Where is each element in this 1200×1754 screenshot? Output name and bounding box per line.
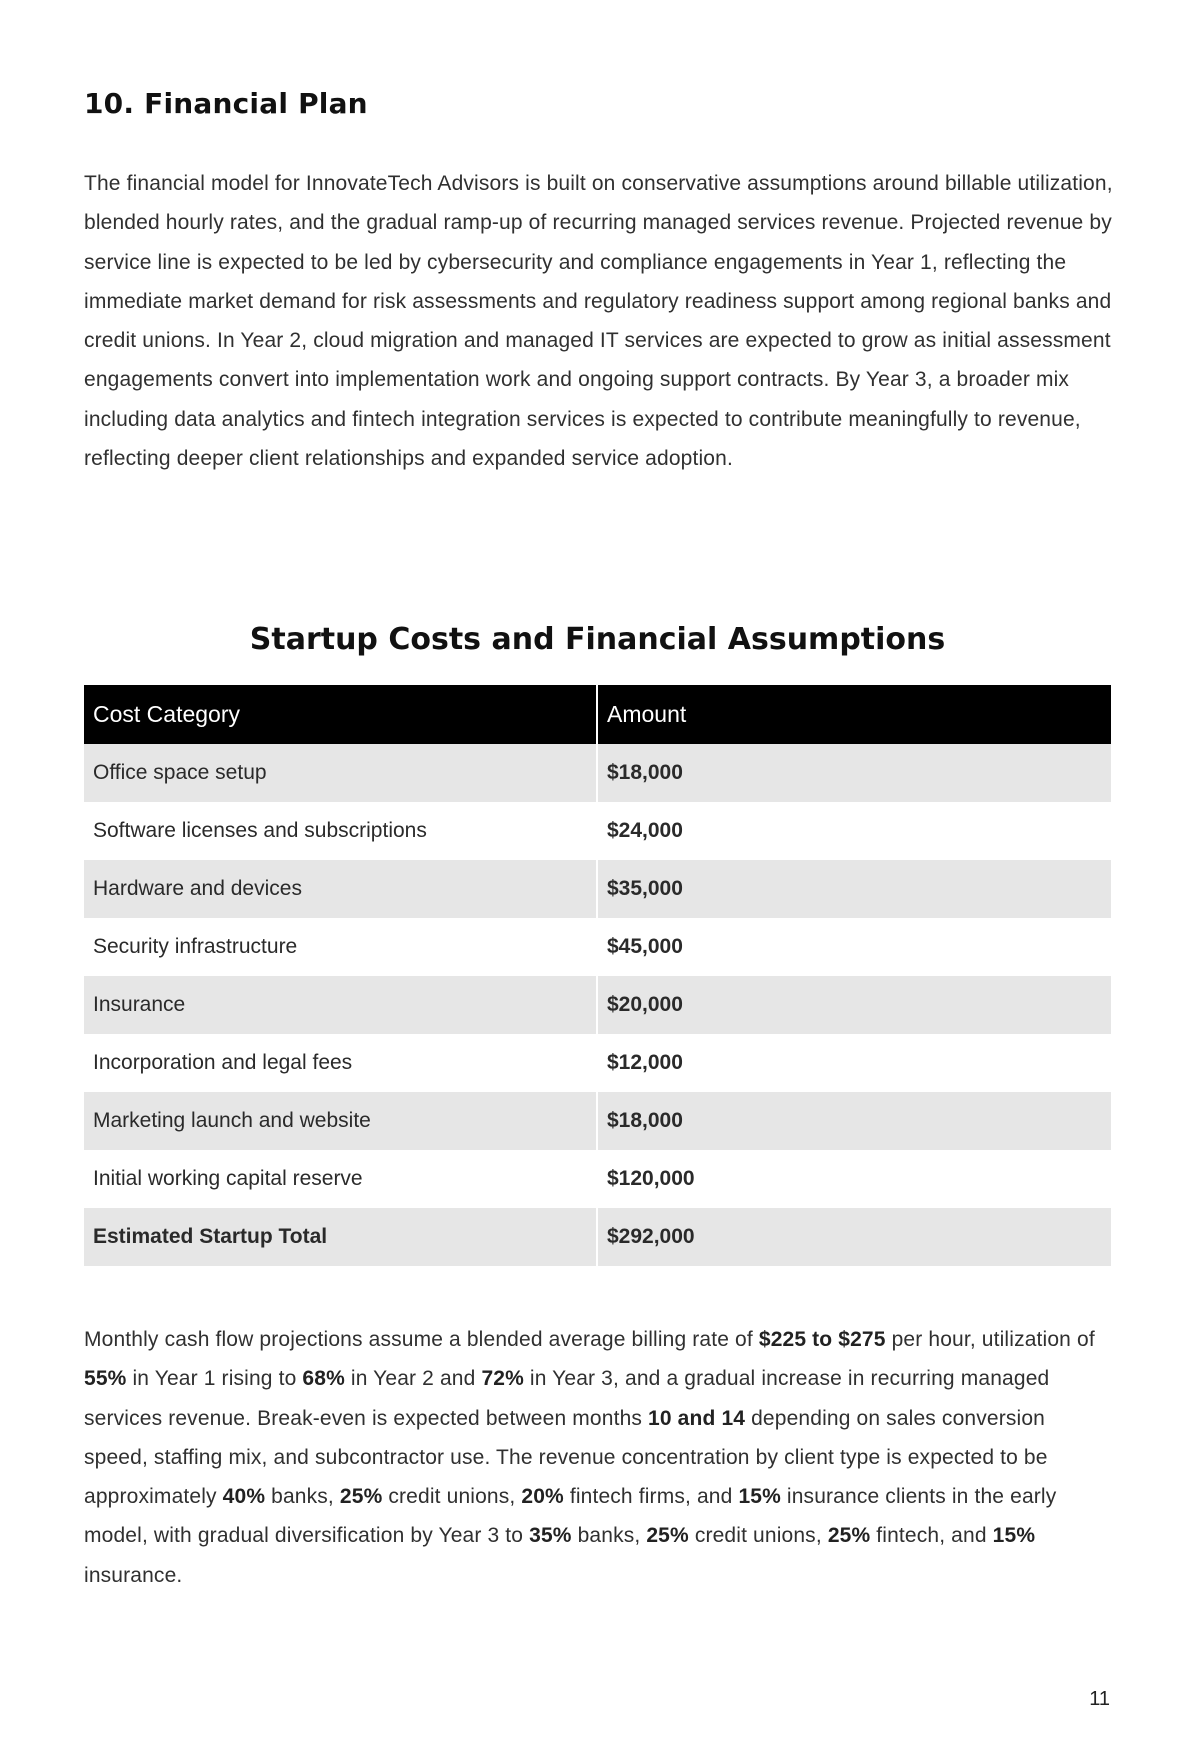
cost-category-cell: Hardware and devices bbox=[84, 860, 597, 918]
fintech-year3-share: 25% bbox=[827, 1524, 871, 1548]
header-amount: Amount bbox=[597, 685, 1111, 744]
cost-category-cell: Office space setup bbox=[84, 744, 597, 802]
paragraph-text: insurance clients in the early model, with gradual diversification by Year 3 to bbox=[84, 1485, 1057, 1548]
paragraph-text: insurance. bbox=[84, 1563, 183, 1587]
table-row bbox=[84, 918, 1111, 976]
credit-unions-year3-share: 25% bbox=[646, 1524, 689, 1548]
cost-category-cell: Security infrastructure bbox=[84, 918, 597, 976]
amount-cell: $18,000 bbox=[597, 744, 1111, 802]
table-row bbox=[84, 1150, 1111, 1208]
table-total-row bbox=[84, 1208, 1111, 1266]
paragraph-text: in Year 1 rising to bbox=[126, 1367, 303, 1391]
credit-unions-early-share: 25% bbox=[339, 1485, 383, 1509]
paragraph-text: banks, bbox=[571, 1524, 647, 1548]
banks-year3-share: 35% bbox=[529, 1524, 572, 1548]
table-row bbox=[84, 1034, 1111, 1092]
cost-category-cell: Incorporation and legal fees bbox=[84, 1034, 597, 1092]
amount-cell: $35,000 bbox=[597, 860, 1111, 918]
paragraph-text: fintech firms, and bbox=[563, 1485, 739, 1509]
table-header-row bbox=[84, 685, 1111, 744]
section-title: 10. Financial Plan bbox=[84, 87, 368, 120]
total-label-cell: Estimated Startup Total bbox=[84, 1208, 597, 1266]
table-row bbox=[84, 744, 1111, 802]
paragraph-text: per hour, utilization of bbox=[885, 1328, 1095, 1351]
paragraph-text: in Year 3, and a gradual increase in recurring managed services revenue. Break-even is expected between months bbox=[84, 1367, 1050, 1430]
utilization-year1-value: 55% bbox=[84, 1367, 127, 1391]
cost-category-cell: Insurance bbox=[84, 976, 597, 1034]
amount-cell: $24,000 bbox=[607, 819, 683, 842]
fintech-early-share: 20% bbox=[521, 1485, 564, 1509]
paragraph-text: credit unions, bbox=[382, 1485, 522, 1509]
table-row bbox=[84, 976, 1111, 1034]
paragraph-text: in Year 2 and bbox=[344, 1367, 482, 1391]
billing-rate-value: $225 to $275 bbox=[758, 1328, 886, 1351]
intro-paragraph: The financial model for InnovateTech Advisors is built on conservative assumptions around billable utilization, blended hourly rates, and the gradual ramp-up of recurring managed services revenue. Projected revenue by service line is expected to be led by cybersecurity and compliance engagements in Year 1, reflecting the immediate market demand for risk assessments and regulatory readiness support among regional banks and credit unions. In Year 2, cloud migration and managed IT services are expected to grow as initial assessment engagements convert into implementation work and ongoing support contracts. By Year 3, a broader mix including data analytics and fintech integration services is expected to contribute meaningfully to revenue, reflecting deeper client relationships and expanded service adoption. bbox=[84, 172, 1113, 471]
startup-costs-table bbox=[84, 685, 1111, 1266]
cash-flow-paragraph bbox=[84, 1320, 1114, 1595]
paragraph-text: fintech, and bbox=[870, 1524, 993, 1548]
table-row bbox=[84, 802, 1111, 860]
cost-category-cell: Marketing launch and website bbox=[84, 1092, 597, 1150]
page-number: 11 bbox=[1089, 1688, 1110, 1710]
header-cost-category: Cost Category bbox=[84, 685, 597, 744]
utilization-year3-value: 72% bbox=[481, 1367, 524, 1391]
amount-cell: $45,000 bbox=[607, 935, 683, 958]
paragraph-text: Monthly cash flow projections assume a blended average billing rate of bbox=[84, 1328, 759, 1351]
paragraph-text: depending on sales conversion speed, staffing mix, and subcontractor use. The revenue concentration by client type is expected to be approximately bbox=[84, 1406, 1048, 1509]
insurance-early-share: 15% bbox=[738, 1485, 781, 1509]
amount-cell: $120,000 bbox=[607, 1167, 695, 1190]
cost-category-cell: Software licenses and subscriptions bbox=[84, 802, 597, 860]
total-amount-cell: $292,000 bbox=[597, 1208, 1111, 1266]
amount-cell: $18,000 bbox=[597, 1092, 1111, 1150]
paragraph-text: credit unions, bbox=[688, 1524, 828, 1548]
table-title: Startup Costs and Financial Assumptions bbox=[249, 622, 946, 657]
insurance-year3-share: 15% bbox=[992, 1524, 1036, 1548]
amount-cell: $12,000 bbox=[607, 1051, 683, 1074]
amount-cell: $20,000 bbox=[597, 976, 1111, 1034]
cost-category-cell: Initial working capital reserve bbox=[84, 1150, 597, 1208]
utilization-year2-value: 68% bbox=[302, 1367, 345, 1391]
banks-early-share: 40% bbox=[222, 1485, 266, 1509]
paragraph-text: banks, bbox=[265, 1485, 340, 1509]
table-row bbox=[84, 860, 1111, 918]
table-row bbox=[84, 1092, 1111, 1150]
break-even-months-value: 10 and 14 bbox=[648, 1406, 746, 1430]
